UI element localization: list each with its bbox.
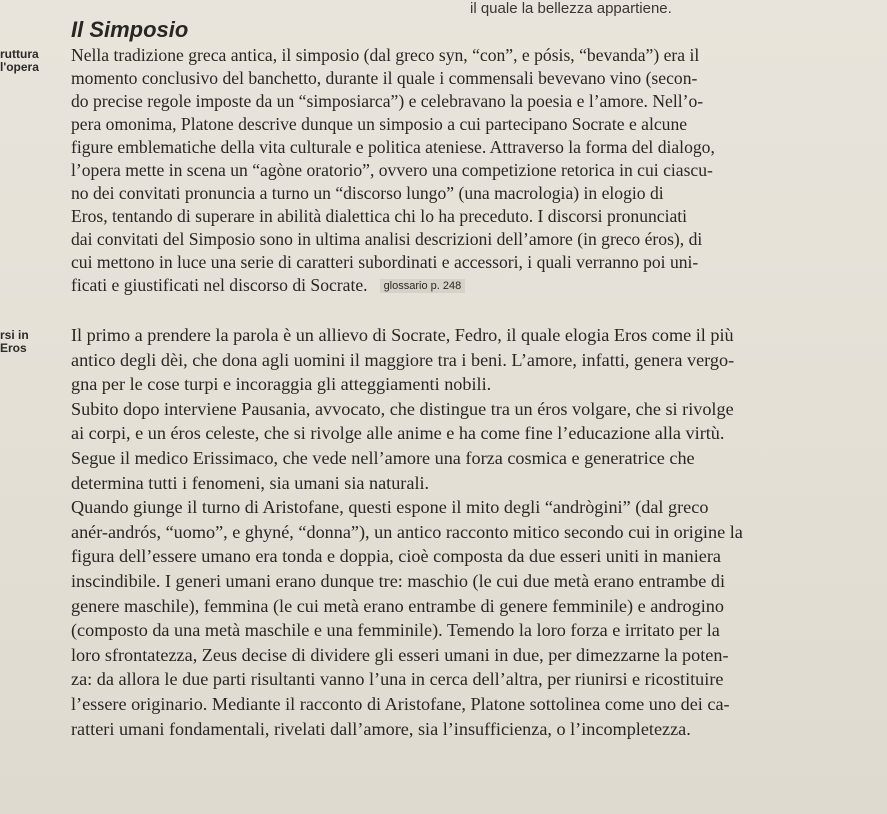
text-line: inscindibile. I generi umani erano dunque tre: maschio (le cui due metà erano entrambe di [71, 570, 726, 591]
text-line: loro sfrontatezza, Zeus decise di dividere gli esseri umani in due, per dimezzarne la poten- [71, 644, 729, 665]
text-line: ficati e giustificati nel discorso di Socrate. glossario p. 248 [71, 274, 715, 298]
side-label-discorsi [0, 329, 29, 355]
text-line: Nella tradizione greca antica, il simposio (dal greco syn, “con”, e pósis, “bevanda”) era il [71, 45, 700, 65]
section-title: Il Simposio [71, 17, 189, 42]
glossary-reference: glossario p. 248 [380, 279, 466, 293]
text-line: genere maschile), femmina (le cui metà erano entrambe di genere femminile) e androgino [71, 595, 724, 616]
text-line: ratteri umani fondamentali, rivelati dall’amore, sia l’insufficienza, o l’incompletezza. [71, 718, 691, 739]
side-label-line: Eros [0, 341, 27, 355]
paragraph-discorsi [71, 323, 743, 741]
text-line: figure emblematiche della vita culturale e politica ateniese. Attraverso la forma del dialogo, [71, 137, 715, 157]
text-line: Quando giunge il turno di Aristofane, questi espone il mito degli “andrògini” (dal greco [71, 497, 709, 518]
text-line: Eros, tentando di superare in abilità dialettica chi lo ha preceduto. I discorsi pronunciati [71, 206, 688, 226]
text-line: momento conclusivo del banchetto, durante il quale i commensali bevevano vino (secon- [71, 68, 698, 88]
text-line: cui mettono in luce una serie di caratteri subordinati e accessori, i quali verranno poi uni- [71, 252, 699, 272]
side-label-struttura [0, 48, 39, 74]
text-line: Il primo a prendere la parola è un allievo di Socrate, Fedro, il quale elogia Eros come il più [71, 325, 734, 345]
side-label-line: l'opera [0, 60, 39, 74]
previous-text-fragment: il quale la bellezza appartiene. [470, 0, 672, 17]
text-line: l’essere originario. Mediante il racconto di Aristofane, Platone sottolinea come uno dei ca- [71, 693, 730, 714]
text-line: za: da allora le due parti risultanti vanno l’una in cerca dell’altra, per riunirsi e ricostituire [71, 669, 724, 690]
text-line: figura dell’essere umano era tonda e doppia, cioè composta da due esseri uniti in maniera [71, 546, 721, 567]
text-line: (composto da una metà maschile e una femminile). Temendo la loro forza e irritato per la [71, 620, 720, 641]
text-line: no dei convitati pronuncia a turno un “discorso lungo” (una macrologia) in elogio di [71, 183, 664, 203]
paragraph-simposio-intro [71, 44, 715, 298]
text-line: Subito dopo interviene Pausania, avvocato, che distingue tra un éros volgare, che si rivolge [71, 398, 734, 419]
side-label-line: ruttura [0, 47, 39, 61]
text-line: anér-andrós, “uomo”, e ghyné, “donna”), un antico racconto mitico secondo cui in origine la [71, 521, 743, 542]
text-line: determina tutti i fenomeni, sia umani sia naturali. [71, 472, 430, 493]
text-line: pera omonima, Platone descrive dunque un simposio a cui partecipano Socrate e alcune [71, 114, 688, 134]
text-line: antico degli dèi, che dona agli uomini il maggiore tra i beni. L’amore, infatti, genera vergo- [71, 349, 735, 370]
text-line: ai corpi, e un éros celeste, che si rivolge alle anime e ha come fine l’educazione alla virtù. [71, 423, 725, 444]
text-line: do precise regole imposte da un “simposiarca”) e celebravano la poesia e l’amore. Nell’o- [71, 91, 704, 111]
text-line: l’opera mette in scena un “agòne oratorio”, ovvero una competizione retorica in cui ciascu- [71, 160, 713, 180]
text-line: Segue il medico Erissimaco, che vede nell’amore una forza cosmica e generatrice che [71, 447, 695, 468]
side-label-line: rsi in [0, 328, 29, 342]
text-line: gna per le cose turpi e incoraggia gli atteggiamenti nobili. [71, 374, 492, 395]
text-line: dai convitati del Simposio sono in ultima analisi descrizioni dell’amore (in greco éros), di [71, 229, 703, 249]
